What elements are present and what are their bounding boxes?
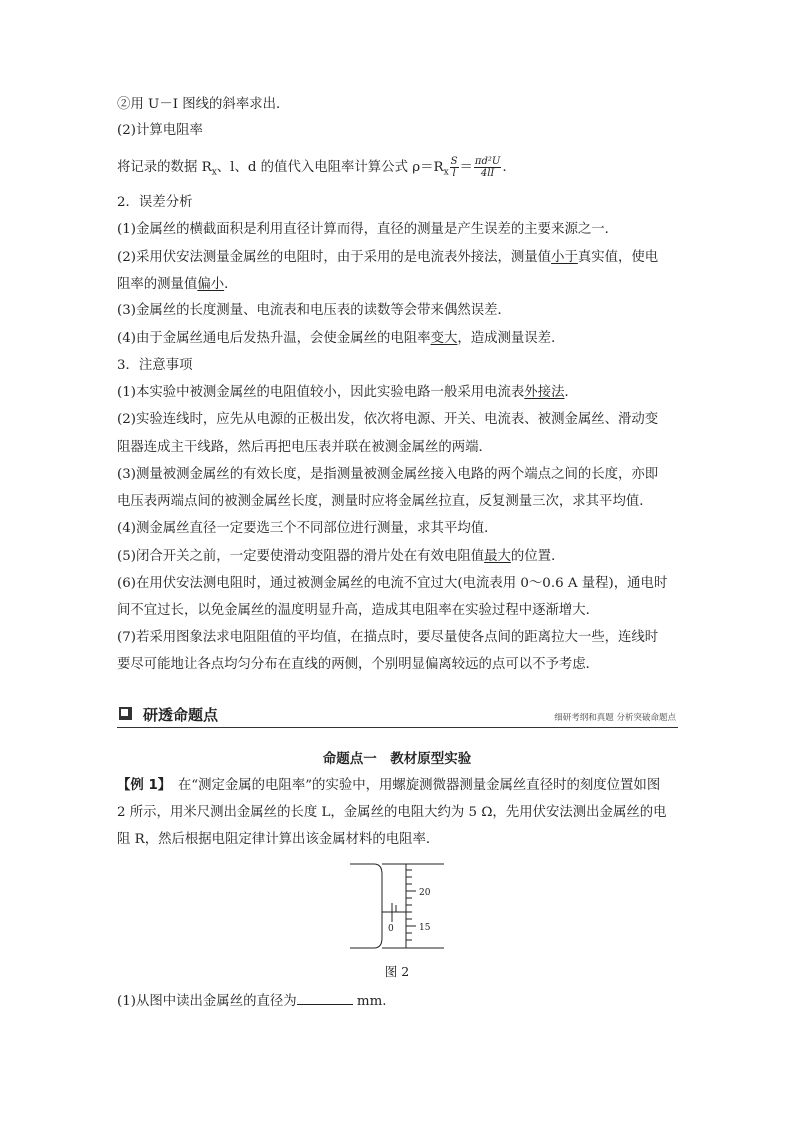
equals-sign: ＝ (459, 160, 473, 175)
fraction-resistivity: $\frac{\text{πd²U}}{4lI}$ (474, 156, 501, 179)
subscript: x (443, 167, 449, 178)
text-line: 间不宜过长，以免金属丝的温度明显升高，造成其电阻率在实验过程中逐渐增大． (117, 603, 600, 618)
text-line: 2 所示，用米尺测出金属丝的长度 L，金属丝的电阻大约为 5 Ω，先用伏安法测出金属丝的电 (117, 805, 667, 820)
text-line: (4)由于金属丝通电后发热升温，会使金属丝的电阻率变大，造成测量误差． (117, 331, 565, 346)
underlined-answer: 外接法 (524, 385, 565, 400)
text-line: (7)若采用图象法求电阻阻值的平均值，在描点时，要尽量使各点间的距离拉大一些，连线时 (117, 630, 659, 645)
figure-caption: 图 2 (384, 964, 410, 979)
text-line: 电压表两端点间的被测金属丝长度，测量时应将金属丝拉直，反复测量三次，求其平均值． (117, 494, 653, 509)
text-line: (3)测量被测金属丝的有效长度，是指测量被测金属丝接入电路的两个端点之间的长度，亦即 (117, 467, 659, 482)
section-header (117, 703, 678, 728)
text-line: (1)金属丝的横截面积是利用直径计算而得，直径的测量是产生误差的主要来源之一． (117, 222, 619, 237)
text-line: (5)闭合开关之前，一定要使滑动变阻器的滑片处在有效电阻值最大的位置． (117, 549, 565, 564)
micrometer-figure (346, 860, 446, 952)
text-line: 要尽可能地让各点均匀分布在直线的两侧，个别明显偏离较远的点可以不予考虑． (117, 657, 600, 672)
scale-label-20: 20 (419, 888, 431, 898)
text-line: 阻率的测量值偏小． (117, 277, 238, 292)
text-line: 阻器连成主干线路，然后再把电压表并联在被测金属丝的两端． (117, 440, 492, 455)
example-tag: 【例 1】 (117, 778, 165, 793)
section-title: 研透命题点 (143, 706, 219, 724)
section-square-icon (119, 707, 132, 720)
scale-label-15: 15 (419, 923, 431, 933)
formula-text: 、l、d 的值代入电阻率计算公式 ρ＝R (216, 160, 444, 175)
answer-blank[interactable] (297, 992, 353, 1005)
underlined-answer: 偏小 (197, 277, 225, 292)
question-line: (1)从图中读出金属丝的直径为 mm. (117, 994, 387, 1009)
scale-label-0: 0 (388, 924, 394, 934)
period: . (502, 160, 507, 175)
formula-text: 将记录的数据 R (117, 160, 212, 175)
formula-line (117, 156, 507, 182)
heading-error-analysis: 2．误差分析 (117, 195, 193, 210)
underlined-answer: 最大 (484, 549, 511, 564)
underlined-answer: 变大 (430, 331, 458, 346)
subscript: x (211, 167, 217, 178)
text-line: (1)本实验中被测金属丝的电阻值较小，因此实验电路一般采用电流表外接法． (117, 385, 578, 400)
thimble-left-curve (374, 864, 382, 948)
topic-title: 命题点一 教材原型实验 (322, 751, 472, 767)
text-line: (2)计算电阻率 (117, 123, 203, 138)
text-line: (2)实验连线时，应先从电源的正极出发，依次将电源、开关、电流表、被测金属丝、滑动变 (117, 412, 659, 427)
text-line: ②用 U－I 图线的斜率求出． (117, 97, 290, 112)
example-line: 【例 1】 在“测定金属的电阻率”的实验中，用螺旋测微器测量金属丝直径时的刻度位置如图 (117, 778, 661, 793)
fraction-s-over-l: $\frac{S}{l}$ (450, 156, 458, 179)
text-line: 阻 R，然后根据电阻定律计算出该金属材料的电阻率． (117, 832, 440, 847)
text-line: (3)金属丝的长度测量、电流表和电压表的读数等会带来偶然误差． (117, 303, 511, 318)
text-line: (4)测金属丝直径一定要选三个不同部位进行测量，求其平均值． (117, 521, 498, 536)
text-line: (6)在用伏安法测电阻时，通过被测金属丝的电流不宜过大(电流表用 0～0.6 A 量程)，通电时 (117, 576, 668, 591)
underlined-answer: 小于 (551, 250, 578, 265)
heading-notes: 3．注意事项 (117, 358, 193, 373)
text-line: (2)采用伏安法测量金属丝的电阻时，由于采用的是电流表外接法，测量值小于真实值，使电 (117, 250, 659, 265)
section-subtitle: 细研考纲和真题 分析突破命题点 (554, 713, 676, 723)
